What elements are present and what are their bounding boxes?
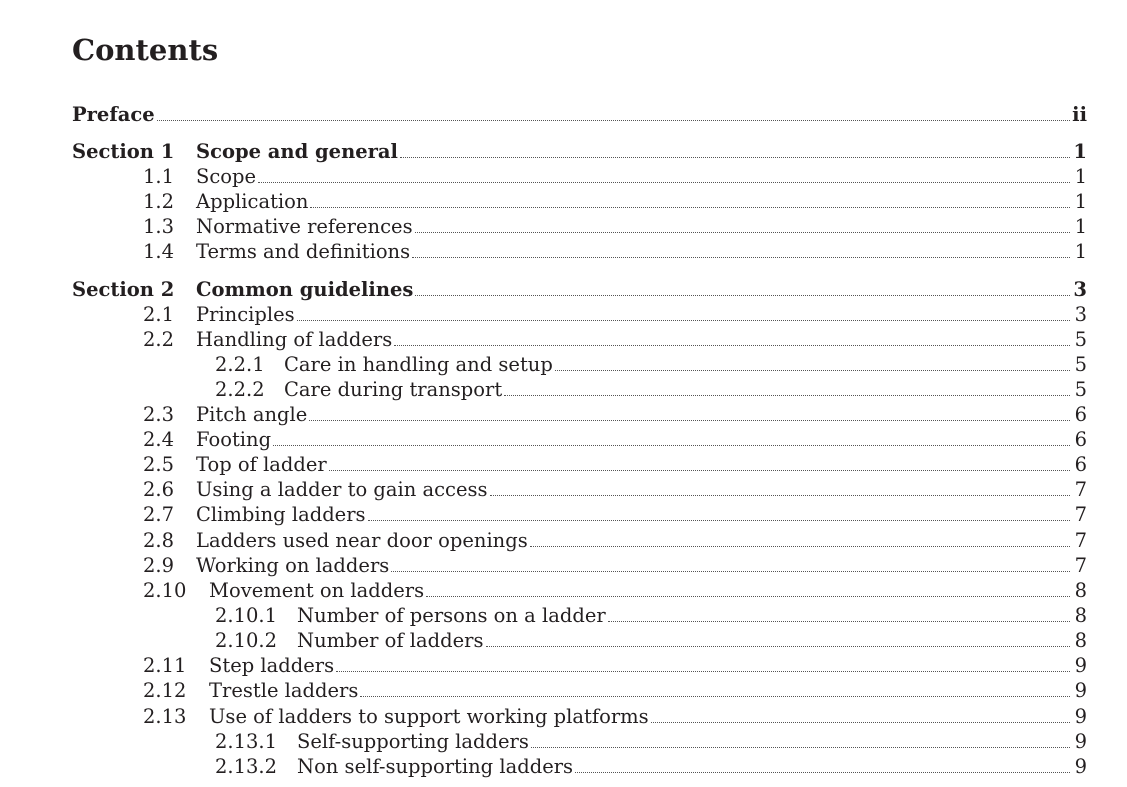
toc-section-number: 2.2: [143, 328, 175, 351]
toc-entry-title: Self-supporting ladders: [297, 730, 529, 753]
dot-leader: [490, 495, 1070, 496]
toc-page-number: 1: [1074, 240, 1087, 263]
toc-entry-title: Pitch angle: [196, 403, 308, 426]
toc-entry-title: Movement on ladders: [209, 579, 425, 602]
toc-page-number: 9: [1074, 654, 1087, 677]
dot-leader: [310, 207, 1070, 208]
toc-entry-2-10[interactable]: [0, 578, 1127, 603]
toc-section-number: 2.6: [143, 478, 175, 501]
dot-leader: [157, 120, 1070, 121]
toc-entry-title: Common guidelines: [196, 278, 414, 301]
toc-entry-section-1[interactable]: [0, 139, 1127, 164]
toc-entry-title: Number of ladders: [297, 629, 484, 652]
toc-page-number: 6: [1074, 453, 1087, 476]
toc-section-number: Section 2: [72, 278, 175, 301]
toc-section-number: 2.8: [143, 529, 175, 552]
toc-entry-title: Use of ladders to support working platforms: [209, 705, 649, 728]
dot-leader: [258, 182, 1070, 183]
toc-section-number: 2.10.2: [215, 629, 278, 652]
toc-section-number: 2.9: [143, 554, 175, 577]
toc-entry-2-3[interactable]: [0, 402, 1127, 427]
toc-page-number: 5: [1074, 328, 1087, 351]
toc-entry-1-4[interactable]: [0, 239, 1127, 264]
toc-entry-preface[interactable]: [0, 102, 1127, 127]
dot-leader: [273, 445, 1070, 446]
toc-section-number: 2.2.1: [215, 353, 265, 376]
dot-leader: [391, 571, 1070, 572]
toc-entry-title: Application: [196, 190, 309, 213]
toc-page-number: 7: [1074, 554, 1087, 577]
toc-entry-2-2-1[interactable]: [0, 352, 1127, 377]
toc-section-number: 2.13.2: [215, 755, 278, 778]
toc-section-number: 2.4: [143, 428, 175, 451]
toc-page-number: 6: [1074, 428, 1087, 451]
toc-section-number: 2.10: [143, 579, 187, 602]
toc-entry-title: Top of ladder: [196, 453, 327, 476]
toc-page-number: ii: [1072, 103, 1087, 126]
dot-leader: [400, 157, 1070, 158]
dot-leader: [575, 772, 1070, 773]
toc-page-number: 3: [1073, 278, 1087, 301]
toc-entry-2-2-2[interactable]: [0, 377, 1127, 402]
toc-page-number: 5: [1074, 378, 1087, 401]
toc-entry-2-10-2[interactable]: [0, 628, 1127, 653]
toc-section-number: 2.7: [143, 503, 175, 526]
toc-page-number: 5: [1074, 353, 1087, 376]
toc-section-number: Section 1: [72, 140, 175, 163]
toc-entry-title: Working on ladders: [196, 554, 390, 577]
dot-leader: [297, 320, 1070, 321]
toc-entry-2-11[interactable]: [0, 653, 1127, 678]
toc-page-number: 7: [1074, 503, 1087, 526]
toc-entry-title: Number of persons on a ladder: [297, 604, 606, 627]
dot-leader: [415, 295, 1070, 296]
toc-section-number: 1.3: [143, 215, 175, 238]
page-title: Contents: [72, 33, 219, 67]
toc-section-number: 2.11: [143, 654, 187, 677]
dot-leader: [530, 546, 1070, 547]
toc-page-number: 6: [1074, 403, 1087, 426]
dot-leader: [412, 257, 1070, 258]
toc-entry-2-10-1[interactable]: [0, 603, 1127, 628]
toc-entry-title: Preface: [72, 103, 155, 126]
dot-leader: [329, 470, 1070, 471]
toc-section-number: 1.4: [143, 240, 175, 263]
toc-entry-2-1[interactable]: [0, 302, 1127, 327]
dot-leader: [309, 420, 1070, 421]
toc-entry-1-3[interactable]: [0, 214, 1127, 239]
toc-entry-2-13-2[interactable]: [0, 754, 1127, 779]
toc-section-number: 2.2.2: [215, 378, 265, 401]
dot-leader: [368, 520, 1070, 521]
toc-entry-1-2[interactable]: [0, 189, 1127, 214]
toc-entry-2-13-1[interactable]: [0, 729, 1127, 754]
toc-entry-2-9[interactable]: [0, 553, 1127, 578]
toc-page-number: 1: [1074, 190, 1087, 213]
toc-section-number: 2.13.1: [215, 730, 278, 753]
toc-entry-2-13[interactable]: [0, 704, 1127, 729]
toc-entry-title: Terms and definitions: [196, 240, 411, 263]
toc-section-number: 1.2: [143, 190, 175, 213]
toc-page-number: 8: [1074, 604, 1087, 627]
toc-entry-2-5[interactable]: [0, 452, 1127, 477]
toc-entry-title: Trestle ladders: [209, 679, 359, 702]
toc-page-number: 1: [1074, 215, 1087, 238]
toc-entry-2-6[interactable]: [0, 477, 1127, 502]
toc-entry-title: Using a ladder to gain access: [196, 478, 488, 501]
toc-section-number: 2.1: [143, 303, 175, 326]
toc-page-number: 9: [1074, 705, 1087, 728]
toc-entry-title: Scope and general: [196, 140, 398, 163]
dot-leader: [336, 671, 1070, 672]
toc-section-number: 2.12: [143, 679, 187, 702]
toc-entry-2-4[interactable]: [0, 427, 1127, 452]
toc-entry-title: Non self-supporting ladders: [297, 755, 574, 778]
toc-page-number: 9: [1074, 679, 1087, 702]
toc-entry-2-2[interactable]: [0, 327, 1127, 352]
toc-section-number: 1.1: [143, 165, 175, 188]
toc-page-number: 9: [1074, 755, 1087, 778]
dot-leader: [415, 232, 1070, 233]
dot-leader: [531, 747, 1070, 748]
toc-entry-title: Handling of ladders: [196, 328, 393, 351]
toc-page-number: 1: [1074, 165, 1087, 188]
toc-entry-title: Climbing ladders: [196, 503, 366, 526]
toc-entry-section-2[interactable]: [0, 277, 1127, 302]
toc-entry-title: Ladders used near door openings: [196, 529, 528, 552]
toc-entry-title: Normative references: [196, 215, 413, 238]
toc-section-number: 2.10.1: [215, 604, 278, 627]
toc-page-number: 8: [1074, 579, 1087, 602]
toc-entry-title: Principles: [196, 303, 295, 326]
toc-section-number: 2.3: [143, 403, 175, 426]
toc-page-number: 3: [1074, 303, 1087, 326]
toc-entry-title: Footing: [196, 428, 272, 451]
toc-entry-2-7[interactable]: [0, 502, 1127, 527]
dot-leader: [394, 345, 1070, 346]
toc-page-number: 8: [1074, 629, 1087, 652]
dot-leader: [608, 621, 1070, 622]
dot-leader: [504, 395, 1070, 396]
toc-page-number: 7: [1074, 529, 1087, 552]
toc-entry-title: Scope: [196, 165, 257, 188]
dot-leader: [360, 696, 1070, 697]
toc-entry-2-8[interactable]: [0, 528, 1127, 553]
toc-page-number: 1: [1073, 140, 1087, 163]
dot-leader: [651, 722, 1070, 723]
toc-entry-title: Step ladders: [209, 654, 335, 677]
toc-entry-1-1[interactable]: [0, 164, 1127, 189]
toc-page-number: 9: [1074, 730, 1087, 753]
dot-leader: [426, 596, 1070, 597]
toc-entry-title: Care in handling and setup: [284, 353, 553, 376]
dot-leader: [555, 370, 1070, 371]
toc-page-number: 7: [1074, 478, 1087, 501]
toc-section-number: 2.13: [143, 705, 187, 728]
toc-entry-title: Care during transport: [284, 378, 503, 401]
toc-entry-2-12[interactable]: [0, 678, 1127, 703]
dot-leader: [486, 646, 1070, 647]
toc-section-number: 2.5: [143, 453, 175, 476]
